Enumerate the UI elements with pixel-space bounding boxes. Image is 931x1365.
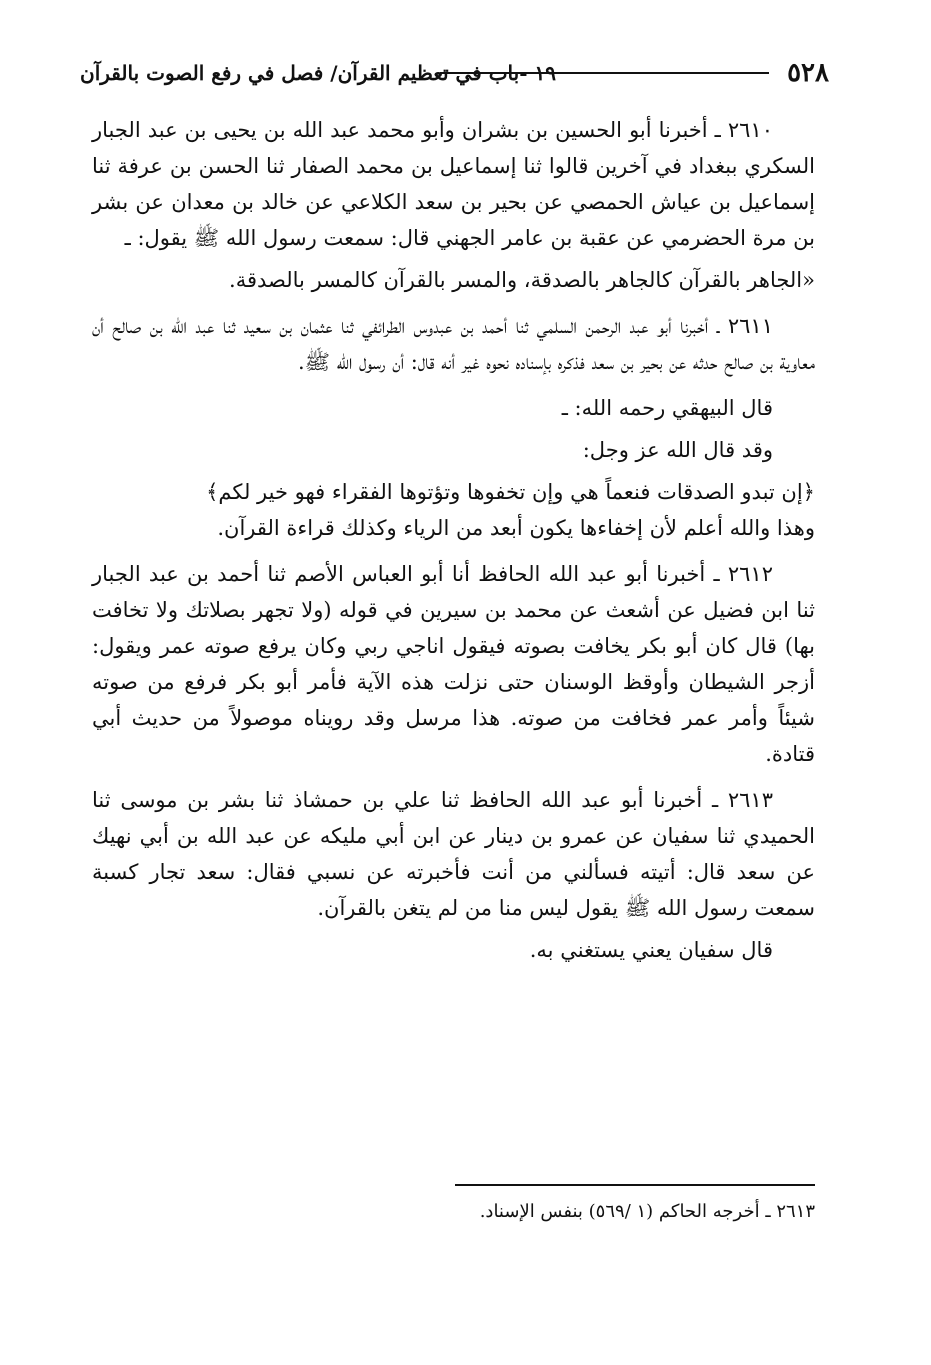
quran-verse-text: ﴿إن تبدو الصدقات فنعماً هي وإن تخفوها وتؤتوها الفقراء فهو خير لكم﴾	[206, 480, 815, 504]
hadith-2612: ٢٦١٢ ـ أخبرنا أبو عبد الله الحافظ أنا أبو العباس الأصم ثنا أحمد بن عبد الجبار ثنا ابن فضيل عن أشعث عن محمد بن سيرين في قوله (ولا تجهر بصلاتك ولا تخافت بها) قال كان أبو بكر يخافت بصوته فيقول اناجي ربي وكان يرفع صوته عمر ويقول: أزجر الشيطان وأوقظ الوسنان حتى نزلت هذه الآية فأمر أبو بكر فرفع من صوته شيئاً وأمر عمر فخافت من صوته. هذا مرسل وقد رويناه موصولاً من حديث أبي قتادة.	[92, 562, 815, 766]
hadith-2613: ٢٦١٣ ـ أخبرنا أبو عبد الله الحافظ ثنا علي بن حمشاذ ثنا بشر بن موسى ثنا الحميدي ثنا سفيان عن عمرو بن دينار عن ابن أبي مليكه عن عبد الله بن أبي نهيك عن سعد قال: أتيته فسألني من أنت فأخبرته عن نسبي فقال: سعد تجار كسبة سمعت رسول الله ﷺ يقول ليس منا من لم يتغن بالقرآن.	[92, 788, 815, 920]
running-title: ١٩ -باب في تعظيم القرآن/ فصل في رفع الصوت بالقرآن	[80, 61, 556, 85]
page-body	[92, 112, 815, 978]
footnote: ٢٦١٣ ـ أخرجه الحاكم (١ /٥٦٩) بنفس الإسناد.	[479, 1201, 815, 1222]
bayhaqi-comment: قال البيهقي رحمه الله: ـ	[561, 396, 773, 420]
hadith-2610-quote: «الجاهر بالقرآن كالجاهر بالصدقة، والمسر بالقرآن كالمسر بالصدقة.	[229, 268, 815, 292]
page-header	[80, 58, 829, 98]
quran-verse-commentary: وهذا والله أعلم لأن إخفاءها يكون أبعد من الرياء وكذلك قراءة القرآن.	[217, 516, 815, 540]
sufyan-comment: قال سفيان يعني يستغني به.	[529, 938, 773, 962]
footnote-rule	[455, 1184, 815, 1186]
hadith-2610: ٢٦١٠ ـ أخبرنا أبو الحسين بن بشران وأبو محمد عبد الله بن يحيى بن عبد الجبار السكري ببغداد في آخرين قالوا ثنا إسماعيل بن محمد الصفار ثنا الحسن بن عرفة ثنا إسماعيل بن عياش الحمصي عن بحير بن سعد الكلاعي عن خالد بن معدان عن بشر بن مرة الحضرمي عن عقبة بن عامر الجهني قال: سمعت رسول الله ﷺ يقول: ـ	[92, 118, 815, 250]
quran-verse	[92, 474, 815, 546]
page-number: ٥٢٨	[787, 58, 829, 88]
hadith-2611: ٢٦١١ ـ أخبرنا أبو عبد الرحمن السلمي ثنا أحمد بن عبدوس الطرائفي ثنا عثمان بن سعيد ثنا عبد الله بن صالح أن معاوية بن صالح حدثه عن بحير بن سعد فذكره بإسناده نحوه غير أنه قال: أن رسول الله ﷺ.	[92, 314, 815, 374]
quran-intro: وقد قال الله عز وجل:	[582, 438, 773, 462]
